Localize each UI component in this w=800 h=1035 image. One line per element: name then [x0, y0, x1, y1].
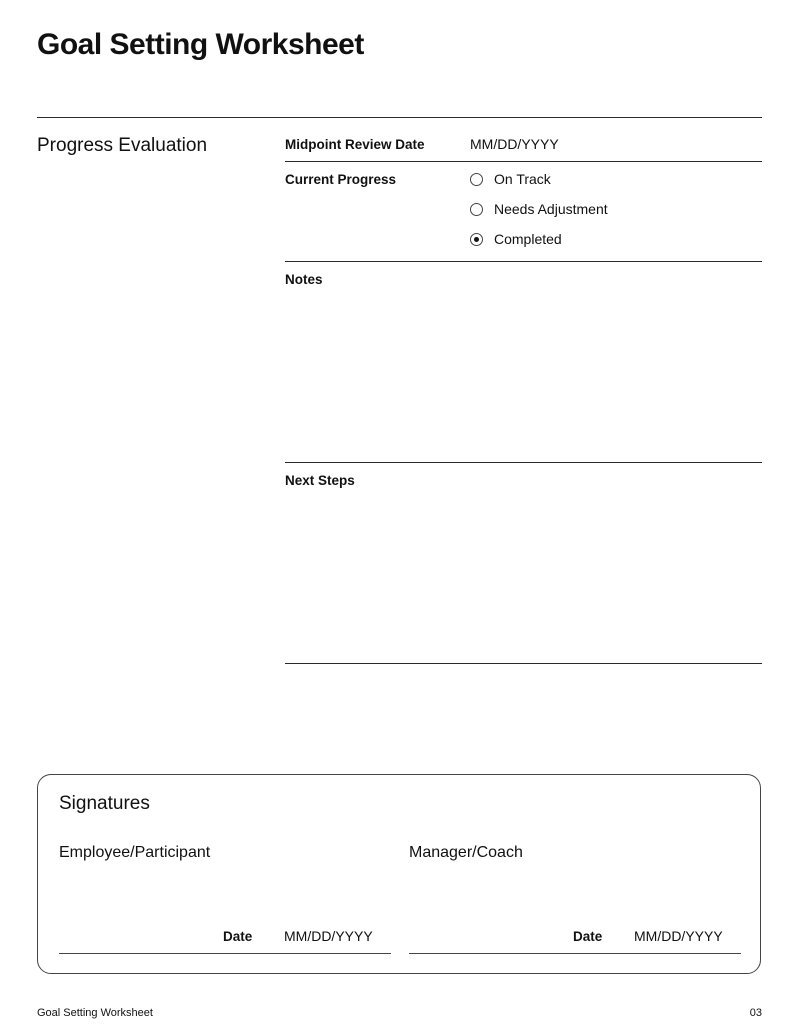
- radio-option-on-track[interactable]: [470, 170, 551, 188]
- employee-date-field[interactable]: MM/DD/YYYY: [284, 928, 373, 944]
- header-divider: [37, 117, 762, 118]
- radio-button[interactable]: [470, 173, 483, 186]
- manager-signature-line: [409, 953, 741, 954]
- employee-signature-line: [59, 953, 391, 954]
- next-steps-divider: [285, 663, 762, 664]
- notes-label: Notes: [285, 272, 323, 287]
- signatures-box: [37, 774, 761, 974]
- radio-label: Completed: [494, 231, 562, 247]
- manager-signature-label: Manager/Coach: [409, 844, 523, 861]
- radio-label: Needs Adjustment: [494, 201, 608, 217]
- employee-signature-label: Employee/Participant: [59, 844, 211, 861]
- signatures-title: Signatures: [59, 793, 150, 814]
- current-progress-label: Current Progress: [285, 172, 397, 187]
- manager-date-label: Date: [573, 929, 603, 944]
- radio-button[interactable]: [470, 203, 483, 216]
- notes-field[interactable]: [285, 295, 762, 455]
- manager-signature-field[interactable]: [409, 870, 741, 920]
- midpoint-review-label: Midpoint Review Date: [285, 137, 425, 152]
- radio-option-needs-adjustment[interactable]: [470, 200, 608, 218]
- radio-button-selected[interactable]: [470, 233, 483, 246]
- section-title: Progress Evaluation: [37, 135, 208, 156]
- manager-date-field[interactable]: MM/DD/YYYY: [634, 928, 723, 944]
- notes-divider: [285, 462, 762, 463]
- radio-option-completed[interactable]: [470, 230, 562, 248]
- footer-doc-name: Goal Setting Worksheet: [37, 1007, 153, 1019]
- midpoint-divider: [285, 161, 762, 162]
- employee-signature-field[interactable]: [59, 870, 391, 920]
- next-steps-field[interactable]: [285, 496, 762, 656]
- progress-divider: [285, 261, 762, 262]
- page-title: Goal Setting Worksheet: [37, 28, 364, 61]
- midpoint-review-date-field[interactable]: MM/DD/YYYY: [470, 136, 559, 152]
- employee-date-label: Date: [223, 929, 253, 944]
- next-steps-label: Next Steps: [285, 473, 355, 488]
- radio-label: On Track: [494, 171, 551, 187]
- footer-page-number: 03: [749, 1007, 762, 1019]
